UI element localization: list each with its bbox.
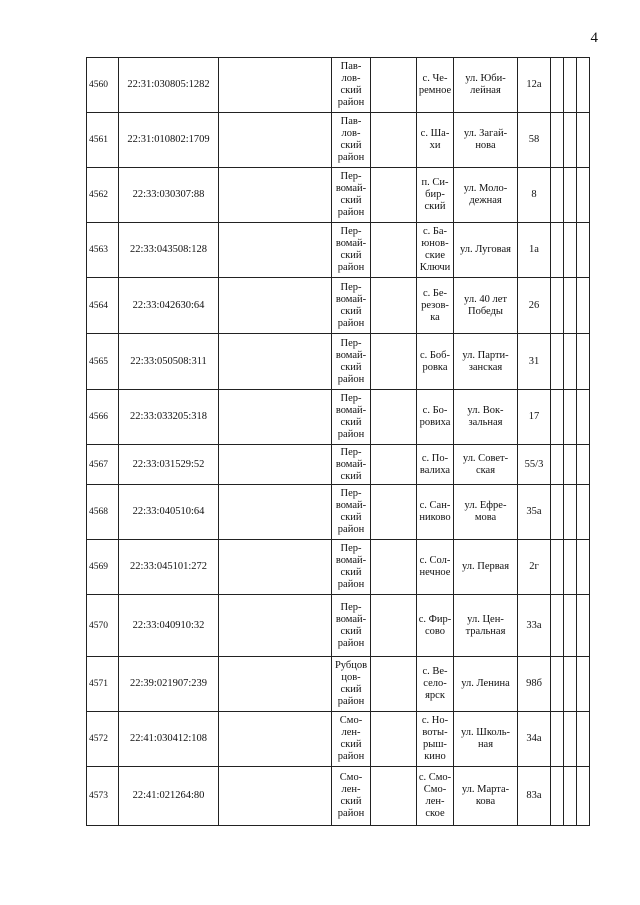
cadastral-number-cell: 22:39:021907:239: [119, 657, 219, 712]
settlement-cell: с. Сан- никово: [417, 485, 454, 540]
empty-cell: [551, 767, 564, 826]
empty-cell: [371, 390, 417, 445]
street-cell: ул. Моло- дежная: [454, 168, 518, 223]
empty-cell: [371, 278, 417, 334]
settlement-cell: с. Че- ремное: [417, 58, 454, 113]
empty-cell: [551, 540, 564, 595]
empty-cell: [577, 445, 590, 485]
empty-cell: [219, 58, 332, 113]
registry-table: [86, 57, 590, 826]
street-cell: ул. Цен- тральная: [454, 595, 518, 657]
cadastral-number-cell: 22:33:043508:128: [119, 223, 219, 278]
house-number-cell: 55/3: [518, 445, 551, 485]
empty-cell: [551, 58, 564, 113]
row-number-cell: 4560: [87, 58, 119, 113]
empty-cell: [577, 767, 590, 826]
empty-cell: [551, 595, 564, 657]
settlement-cell: с. Фир- сово: [417, 595, 454, 657]
cadastral-number-cell: 22:33:042630:64: [119, 278, 219, 334]
empty-cell: [219, 113, 332, 168]
street-cell: ул. Первая: [454, 540, 518, 595]
empty-cell: [551, 168, 564, 223]
district-cell: Пер- вомай- ский район: [332, 595, 371, 657]
empty-cell: [371, 595, 417, 657]
district-cell: Пер- вомай- ский район: [332, 540, 371, 595]
empty-cell: [371, 540, 417, 595]
empty-cell: [551, 657, 564, 712]
street-cell: ул. Луговая: [454, 223, 518, 278]
row-number-cell: 4570: [87, 595, 119, 657]
house-number-cell: 17: [518, 390, 551, 445]
district-cell: Пав- лов- ский район: [332, 58, 371, 113]
table-row: [87, 223, 590, 278]
row-number-cell: 4568: [87, 485, 119, 540]
street-cell: ул. Школь- ная: [454, 712, 518, 767]
empty-cell: [551, 485, 564, 540]
empty-cell: [577, 712, 590, 767]
house-number-cell: 58: [518, 113, 551, 168]
empty-cell: [577, 657, 590, 712]
cadastral-number-cell: 22:33:040910:32: [119, 595, 219, 657]
street-cell: ул. Совет- ская: [454, 445, 518, 485]
empty-cell: [219, 712, 332, 767]
district-cell: Смо- лен- ский район: [332, 767, 371, 826]
empty-cell: [577, 168, 590, 223]
table-row: [87, 168, 590, 223]
house-number-cell: 33а: [518, 595, 551, 657]
row-number-cell: 4565: [87, 334, 119, 390]
empty-cell: [219, 168, 332, 223]
empty-cell: [371, 657, 417, 712]
table-row: [87, 595, 590, 657]
street-cell: ул. Марта- кова: [454, 767, 518, 826]
empty-cell: [371, 113, 417, 168]
row-number-cell: 4569: [87, 540, 119, 595]
empty-cell: [371, 223, 417, 278]
house-number-cell: 98б: [518, 657, 551, 712]
empty-cell: [564, 657, 577, 712]
row-number-cell: 4561: [87, 113, 119, 168]
cadastral-number-cell: 22:33:033205:318: [119, 390, 219, 445]
empty-cell: [564, 390, 577, 445]
street-cell: ул. Загай- нова: [454, 113, 518, 168]
empty-cell: [564, 595, 577, 657]
empty-cell: [577, 485, 590, 540]
table-row: [87, 390, 590, 445]
street-cell: ул. Ефре- мова: [454, 485, 518, 540]
empty-cell: [577, 278, 590, 334]
page-number: 4: [590, 30, 598, 46]
empty-cell: [564, 712, 577, 767]
empty-cell: [551, 223, 564, 278]
house-number-cell: 34а: [518, 712, 551, 767]
cadastral-number-cell: 22:31:030805:1282: [119, 58, 219, 113]
table-row: [87, 334, 590, 390]
cadastral-number-cell: 22:31:010802:1709: [119, 113, 219, 168]
empty-cell: [564, 485, 577, 540]
table-row: [87, 657, 590, 712]
empty-cell: [219, 540, 332, 595]
empty-cell: [219, 278, 332, 334]
empty-cell: [564, 58, 577, 113]
table-row: [87, 712, 590, 767]
empty-cell: [577, 540, 590, 595]
empty-cell: [577, 58, 590, 113]
cadastral-number-cell: 22:33:030307:88: [119, 168, 219, 223]
empty-cell: [219, 657, 332, 712]
house-number-cell: 26: [518, 278, 551, 334]
empty-cell: [564, 168, 577, 223]
empty-cell: [371, 445, 417, 485]
empty-cell: [577, 334, 590, 390]
row-number-cell: 4571: [87, 657, 119, 712]
settlement-cell: с. Бо- ровиха: [417, 390, 454, 445]
row-number-cell: 4564: [87, 278, 119, 334]
empty-cell: [551, 278, 564, 334]
settlement-cell: п. Си- бир- ский: [417, 168, 454, 223]
row-number-cell: 4572: [87, 712, 119, 767]
table-row: [87, 58, 590, 113]
settlement-cell: с. Ба- юнов- ские Ключи: [417, 223, 454, 278]
house-number-cell: 31: [518, 334, 551, 390]
district-cell: Пер- вомай- ский район: [332, 278, 371, 334]
empty-cell: [577, 223, 590, 278]
district-cell: Пер- вомай- ский район: [332, 334, 371, 390]
table-row: [87, 278, 590, 334]
house-number-cell: 8: [518, 168, 551, 223]
settlement-cell: с. Смо- Смо- лен- ское: [417, 767, 454, 826]
house-number-cell: 35а: [518, 485, 551, 540]
empty-cell: [564, 540, 577, 595]
settlement-cell: с. Боб- ровка: [417, 334, 454, 390]
settlement-cell: с. Но- воты- рыш- кино: [417, 712, 454, 767]
table-row: [87, 445, 590, 485]
street-cell: ул. Вок- зальная: [454, 390, 518, 445]
empty-cell: [551, 712, 564, 767]
district-cell: Пер- вомай- ский район: [332, 168, 371, 223]
cadastral-number-cell: 22:33:045101:272: [119, 540, 219, 595]
settlement-cell: с. Бе- резов- ка: [417, 278, 454, 334]
empty-cell: [219, 390, 332, 445]
empty-cell: [564, 223, 577, 278]
empty-cell: [564, 445, 577, 485]
empty-cell: [577, 390, 590, 445]
row-number-cell: 4562: [87, 168, 119, 223]
district-cell: Смо- лен- ский район: [332, 712, 371, 767]
row-number-cell: 4563: [87, 223, 119, 278]
table-row: [87, 767, 590, 826]
street-cell: ул. Парти- занская: [454, 334, 518, 390]
empty-cell: [564, 113, 577, 168]
table-row: [87, 113, 590, 168]
house-number-cell: 2г: [518, 540, 551, 595]
empty-cell: [577, 113, 590, 168]
empty-cell: [564, 767, 577, 826]
empty-cell: [219, 334, 332, 390]
empty-cell: [371, 334, 417, 390]
district-cell: Пер- вомай- ский район: [332, 485, 371, 540]
empty-cell: [577, 595, 590, 657]
empty-cell: [371, 712, 417, 767]
house-number-cell: 1а: [518, 223, 551, 278]
table-row: [87, 540, 590, 595]
settlement-cell: с. Ша- хи: [417, 113, 454, 168]
settlement-cell: с. Ве- село- ярск: [417, 657, 454, 712]
empty-cell: [551, 113, 564, 168]
house-number-cell: 83а: [518, 767, 551, 826]
district-cell: Пер- вомай- ский район: [332, 223, 371, 278]
table-row: [87, 485, 590, 540]
row-number-cell: 4566: [87, 390, 119, 445]
empty-cell: [551, 445, 564, 485]
empty-cell: [564, 278, 577, 334]
district-cell: Пер- вомай- ский: [332, 445, 371, 485]
street-cell: ул. Юби- лейная: [454, 58, 518, 113]
row-number-cell: 4567: [87, 445, 119, 485]
empty-cell: [219, 767, 332, 826]
street-cell: ул. Ленина: [454, 657, 518, 712]
empty-cell: [219, 445, 332, 485]
empty-cell: [551, 334, 564, 390]
house-number-cell: 12а: [518, 58, 551, 113]
empty-cell: [371, 485, 417, 540]
empty-cell: [219, 485, 332, 540]
district-cell: Рубцов цов- ский район: [332, 657, 371, 712]
empty-cell: [219, 595, 332, 657]
cadastral-number-cell: 22:33:031529:52: [119, 445, 219, 485]
district-cell: Пер- вомай- ский район: [332, 390, 371, 445]
empty-cell: [371, 58, 417, 113]
empty-cell: [371, 767, 417, 826]
district-cell: Пав- лов- ский район: [332, 113, 371, 168]
row-number-cell: 4573: [87, 767, 119, 826]
street-cell: ул. 40 лет Победы: [454, 278, 518, 334]
empty-cell: [219, 223, 332, 278]
cadastral-number-cell: 22:33:040510:64: [119, 485, 219, 540]
settlement-cell: с. По- валиха: [417, 445, 454, 485]
empty-cell: [371, 168, 417, 223]
cadastral-number-cell: 22:41:030412:108: [119, 712, 219, 767]
cadastral-number-cell: 22:41:021264:80: [119, 767, 219, 826]
empty-cell: [564, 334, 577, 390]
cadastral-number-cell: 22:33:050508:311: [119, 334, 219, 390]
settlement-cell: с. Сол- нечное: [417, 540, 454, 595]
empty-cell: [551, 390, 564, 445]
